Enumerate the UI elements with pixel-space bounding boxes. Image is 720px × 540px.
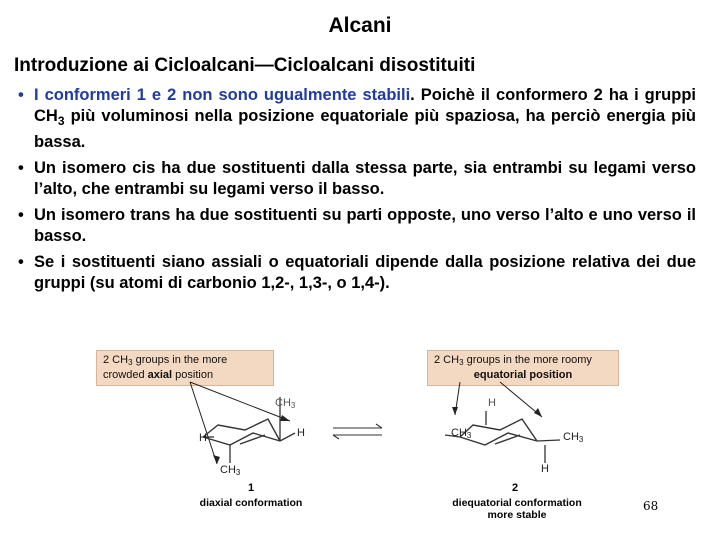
bullet-item-4 (18, 252, 696, 294)
bullet-1-highlight: I conformeri 1 e 2 non sono ugualmente stabili (34, 86, 411, 104)
right-chair-ring (460, 419, 537, 445)
conformation-figure (90, 345, 630, 535)
arrow-head (280, 415, 290, 421)
bullet-list (18, 85, 696, 299)
right-h-bottom-label: H (541, 463, 549, 475)
bullet-item-2 (18, 158, 696, 200)
left-box-text-2: groups in the more (132, 354, 228, 366)
left-eq-bond-h (280, 433, 295, 441)
bullet-1-text-b: più voluminosi nella posizione equatoriale più spaziosa, ha perciò energia più bassa. (34, 107, 696, 151)
left-ch3-top-label: CH3 (275, 397, 296, 410)
right-conformer-name (432, 497, 602, 521)
bullet-marker: • (18, 86, 24, 104)
bullet-marker: • (18, 159, 24, 177)
right-eq-bond-ch3-right (537, 440, 560, 441)
bullet-marker: • (18, 206, 24, 224)
bullet-item-3 (18, 205, 696, 247)
right-box-text-2: groups in the more roomy (463, 354, 592, 366)
slide-title: Alcani (328, 14, 392, 37)
right-box-text: 2 CH (434, 354, 460, 366)
right-ch3-left-label: CH3 (451, 427, 472, 440)
left-box-bold: axial (147, 369, 173, 381)
bullet-marker: • (18, 253, 24, 271)
right-ch3-right-label: CH3 (563, 431, 584, 444)
arrow-head (213, 455, 220, 464)
left-box-subscript: 3 (128, 358, 133, 367)
arrow-head (534, 408, 542, 417)
right-h-top-label: H (488, 397, 496, 409)
left-conformer-number: 1 (248, 482, 255, 494)
right-box-bold: equatorial position (473, 369, 573, 381)
right-conformer-name-text: diequatorial conformation (452, 497, 582, 509)
bullet-1-subscript: 3 (57, 114, 65, 128)
right-conformer-stability: more stable (487, 509, 547, 521)
right-conformer-number: 2 (512, 482, 519, 494)
left-h-right-label: H (297, 427, 305, 439)
pointer-line (190, 382, 217, 464)
bullet-2-text: Un isomero cis ha due sostituenti dalla stessa parte, sia entrambi su legami verso l’alto, che entrambi su legami verso il basso. (34, 159, 696, 198)
left-box-text-3: crowded (103, 369, 148, 381)
left-conformer-name: diaxial conformation (199, 497, 303, 509)
left-box-text-4: position (172, 369, 214, 381)
right-box-subscript: 3 (459, 358, 464, 367)
left-chair-ring (203, 419, 280, 445)
slide-subtitle: Introduzione ai Cicloalcani—Cicloalcani disostituiti (14, 55, 476, 76)
bullet-3-text: Un isomero trans ha due sostituenti su parti opposte, uno verso l’alto e uno verso il basso. (34, 206, 696, 245)
left-box-text: 2 CH (103, 354, 129, 366)
page-number: 68 (643, 499, 659, 513)
left-h-left-label: H (199, 432, 207, 444)
bullet-1-text-a: . Poichè il conformero 2 ha i gruppi CH (34, 86, 696, 125)
arrow-head (452, 407, 458, 415)
bullet-4-text: Se i sostituenti siano assiali o equatoriali dipende dalla posizione relativa dei due gruppi (su atomi di carbonio 1,2-, 1,3-, o 1,4-). (34, 253, 696, 292)
bullet-item-1 (18, 85, 696, 153)
left-ch3-bottom-label: CH3 (220, 464, 241, 477)
